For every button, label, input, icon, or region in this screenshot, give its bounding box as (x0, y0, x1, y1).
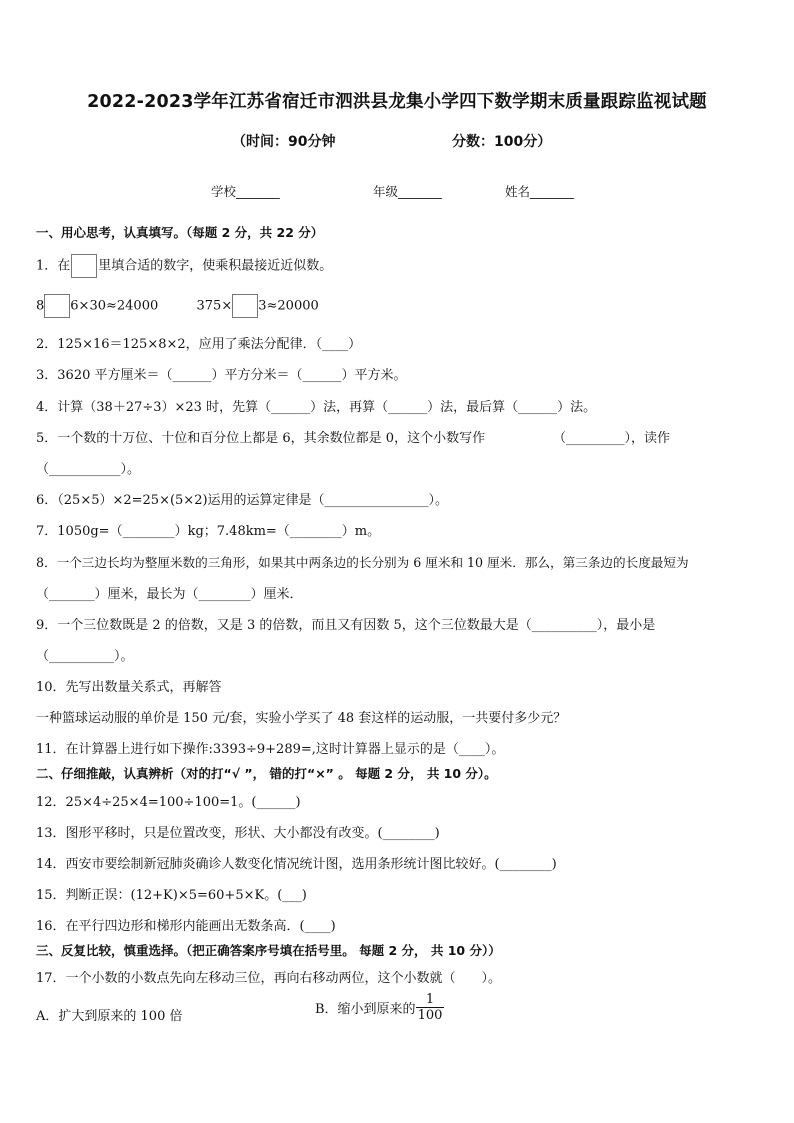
question-2: 2．125×16＝125×8×2，应用了乘法分配律．（____） (36, 337, 362, 352)
question-1-prefix: 1．在 (36, 258, 71, 274)
school-field: 学校_______ (211, 184, 280, 199)
fraction-denominator: 100 (417, 1008, 443, 1023)
question-5-line-2: （___________）。 (36, 462, 141, 477)
question-5: 5．一个数的十万位、十位和百分位上都是 6，其余数位都是 0，这个小数写作 (36, 431, 486, 446)
question-9: 9．一个三位数既是 2 的倍数，又是 3 的倍数，而且又有因数 5，这个三位数最大是（__________），最小是 (36, 618, 656, 633)
question-16: 16．在平行四边形和梯形内能画出无数条高．(____) (36, 919, 336, 934)
answer-box[interactable] (71, 254, 97, 278)
equation-2-left: 375× (196, 298, 233, 314)
fraction (416, 992, 445, 1023)
name-field: 姓名_______ (505, 184, 574, 199)
question-11: 11．在计算器上进行如下操作:3393÷9+289=,这时计算器上显示的是（____）。 (36, 742, 505, 757)
section-3-heading: 三、反复比较，慎重选择。（把正确答案序号填在括号里。 每题 2 分， 共 10 分）） (36, 943, 501, 958)
question-4: 4．计算（38＋27÷3）×23 时，先算（______）法，再算（______）法，最后算（______）法。 (36, 400, 597, 415)
question-6: 6．（25×5）×2=25×(5×2)运用的运算定律是（________________）。 (36, 493, 449, 508)
option-a: A．扩大到原来的 100 倍 (36, 1009, 183, 1024)
question-15: 15．判断正误：(12+K)×5=60+5×K。(___) (36, 888, 307, 903)
equation-1-right: 6×30≈24000 (70, 298, 159, 314)
question-1-suffix: 里填合适的数字，使乘积最接近近似数。 (98, 258, 333, 274)
question-8: 8．一个三边长均为整厘米数的三角形，如果其中两条边的长分别为 6 厘米和 10 厘米．那么，第三条边的长度最短为 (36, 555, 689, 570)
fraction-numerator: 1 (416, 992, 445, 1008)
answer-box[interactable] (44, 294, 70, 318)
question-12: 12．25×4÷25×4=100÷100=1。(______) (36, 795, 301, 810)
exam-time: （时间：90分钟 (232, 134, 336, 150)
question-9-line-2: （__________）。 (36, 649, 134, 664)
question-10-body: 一种篮球运动服的单价是 150 元/套，实验小学买了 48 套这样的运动服，一共要付多少元？ (36, 711, 567, 726)
grade-field: 年级_______ (373, 184, 442, 199)
page-title: 2022-2023学年江苏省宿迁市泗洪县龙集小学四下数学期末质量跟踪监视试题 (87, 92, 707, 112)
answer-box[interactable] (232, 294, 258, 318)
question-17: 17．一个小数的小数点先向左移动三位，再向右移动两位，这个小数就（ ）。 (36, 971, 502, 986)
option-b-label: B．缩小到原来的 (315, 1002, 416, 1017)
option-b (315, 992, 444, 1023)
equation-1-left: 8 (36, 298, 45, 314)
section-2-heading: 二、仔细推敲，认真辨析（对的打“√ ”， 错的打“×” 。 每题 2 分， 共 10 分）。 (36, 766, 497, 781)
exam-score: 分数：100分） (452, 134, 552, 150)
question-1 (36, 254, 332, 278)
question-8-line-2: （_______）厘米，最长为（________）厘米． (36, 587, 303, 602)
question-3: 3．3620 平方厘米＝（______）平方分米＝（______）平方米。 (36, 368, 407, 383)
question-14: 14．西安市要绘制新冠肺炎确诊人数变化情况统计图，选用条形统计图比较好。(________) (36, 857, 557, 872)
question-5-blank: （_________），读作 (553, 431, 671, 446)
question-7: 7．1050g=（________）kg；7.48km=（________）m。 (36, 524, 381, 539)
question-1-equations (36, 294, 319, 318)
question-10: 10．先写出数量关系式，再解答 (36, 680, 222, 695)
equation-2-right: 3≈20000 (258, 298, 319, 314)
section-1-heading: 一、用心思考，认真填写。（每题 2 分，共 22 分） (36, 225, 324, 240)
question-13: 13．图形平移时，只是位置改变，形状、大小都没有改变。(________) (36, 826, 440, 841)
